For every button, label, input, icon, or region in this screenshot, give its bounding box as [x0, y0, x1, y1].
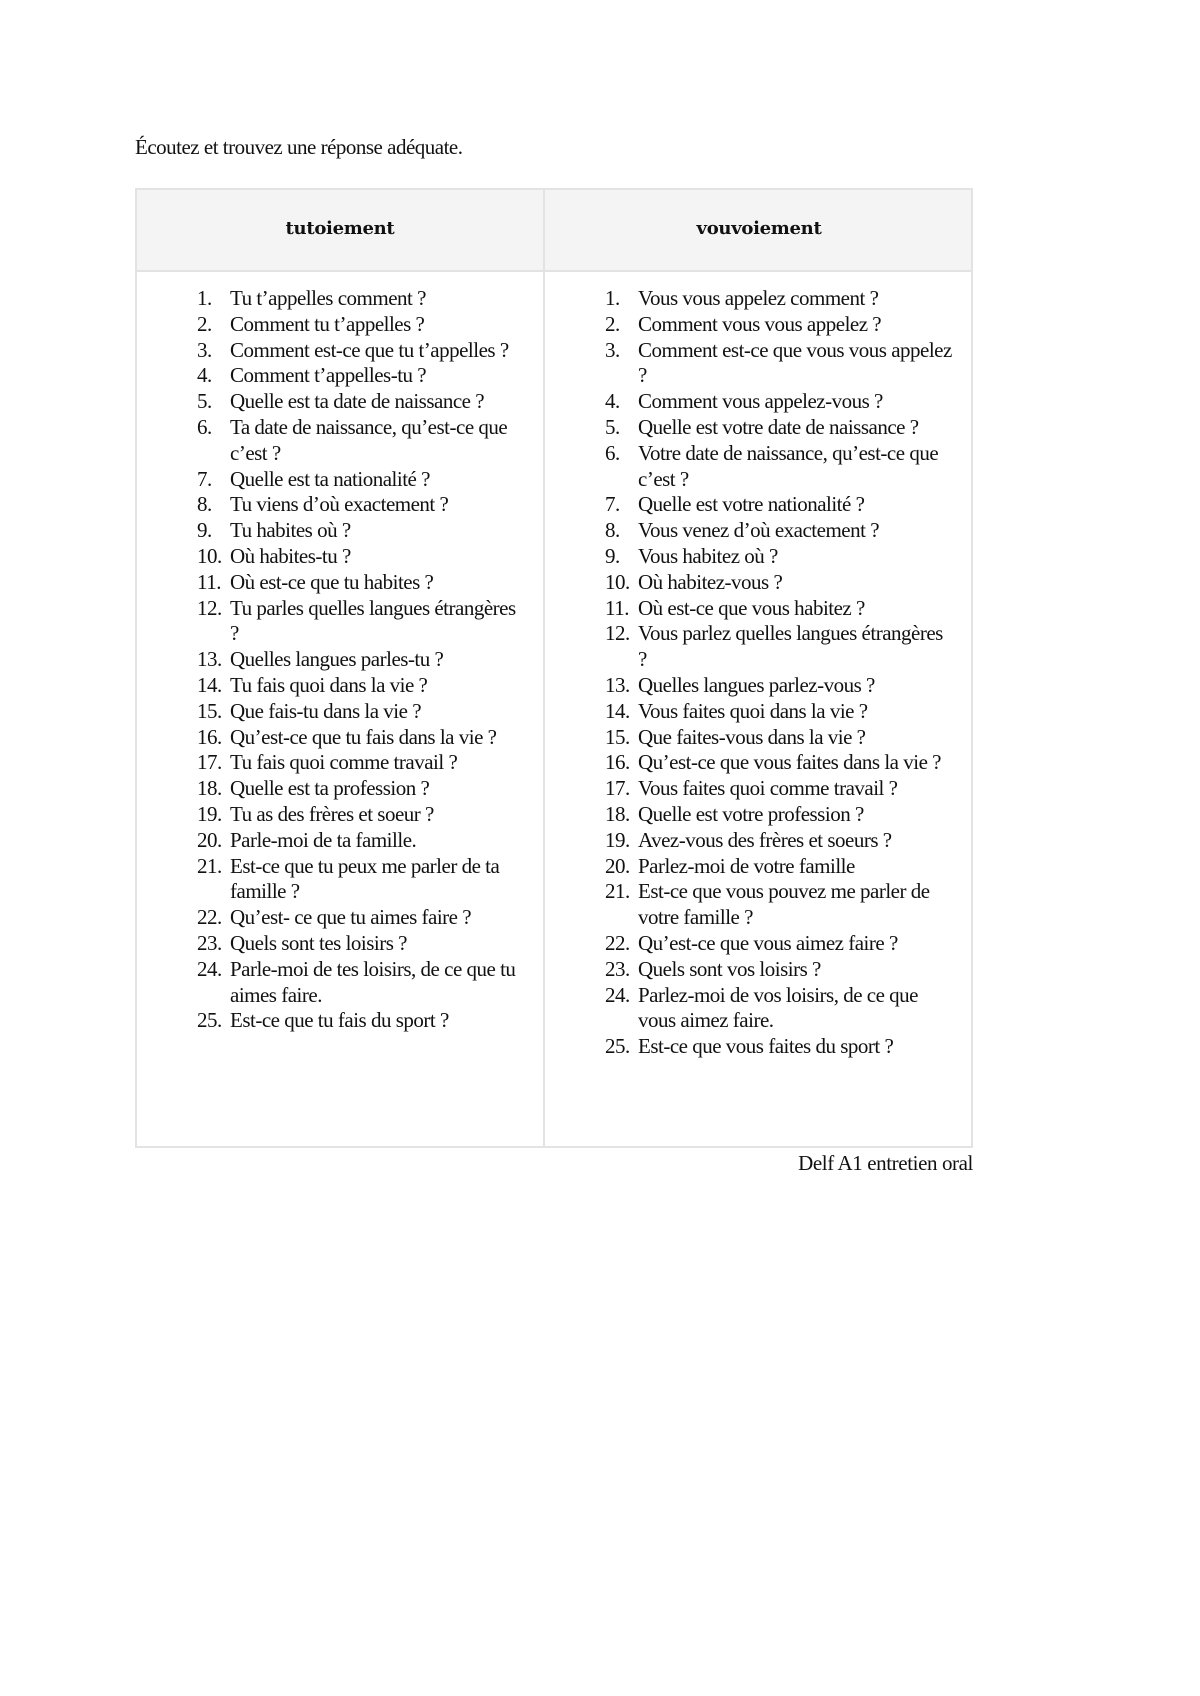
question-item: [197, 492, 527, 518]
question-text: Tu fais quoi dans la vie ?: [230, 672, 428, 697]
question-item: [197, 312, 527, 338]
question-item: [605, 983, 955, 1035]
question-text: Que faites-vous dans la vie ?: [638, 724, 866, 749]
question-number: 15.: [197, 698, 222, 723]
question-number: 3.: [605, 337, 620, 362]
question-number: 14.: [197, 672, 222, 697]
question-item: [605, 415, 955, 441]
question-number: 19.: [197, 801, 222, 826]
question-number: 22.: [197, 905, 222, 930]
question-item: [605, 312, 955, 338]
question-text: Parlez-moi de vos loisirs, de ce que vous aimez faire.: [638, 982, 918, 1033]
question-text: Parlez-moi de votre famille: [638, 853, 855, 878]
vouvoiement-question-list: [605, 286, 955, 1060]
question-text: Avez-vous des frères et soeurs ?: [638, 827, 892, 852]
question-text: Qu’est-ce que tu fais dans la vie ?: [230, 724, 497, 749]
question-number: 22.: [605, 930, 630, 955]
question-text: Est-ce que tu peux me parler de ta famille ?: [230, 853, 500, 904]
question-text: Quelle est votre profession ?: [638, 801, 864, 826]
question-number: 8.: [605, 518, 620, 543]
question-item: [605, 389, 955, 415]
question-item: [197, 415, 527, 467]
question-text: Comment tu t’appelles ?: [230, 311, 425, 336]
question-item: [605, 338, 955, 390]
question-item: [197, 1008, 527, 1034]
tutoiement-question-list: [197, 286, 527, 1034]
question-text: Quelles langues parles-tu ?: [230, 647, 444, 672]
question-item: [605, 828, 955, 854]
question-text: Quels sont tes loisirs ?: [230, 930, 407, 955]
question-item: [197, 828, 527, 854]
question-text: Tu parles quelles langues étrangères ?: [230, 595, 516, 646]
question-text: Où est-ce que vous habitez ?: [638, 595, 865, 620]
question-item: [605, 931, 955, 957]
question-item: [605, 570, 955, 596]
question-text: Qu’est-ce que vous faites dans la vie ?: [638, 750, 941, 775]
question-item: [605, 492, 955, 518]
question-text: Est-ce que tu fais du sport ?: [230, 1008, 449, 1033]
question-item: [605, 596, 955, 622]
question-text: Parle-moi de ta famille.: [230, 827, 417, 852]
question-number: 17.: [605, 776, 630, 801]
question-number: 15.: [605, 724, 630, 749]
question-item: [197, 854, 527, 906]
column-header-tutoiement: tutoiement: [285, 218, 395, 239]
question-text: Tu viens d’où exactement ?: [230, 492, 449, 517]
question-number: 24.: [605, 982, 630, 1007]
question-number: 25.: [197, 1008, 222, 1033]
question-item: [605, 518, 955, 544]
question-item: [197, 725, 527, 751]
question-item: [197, 802, 527, 828]
question-text: Quelle est ta date de naissance ?: [230, 389, 485, 414]
question-item: [197, 957, 527, 1009]
question-number: 1.: [197, 286, 212, 310]
question-number: 7.: [605, 492, 620, 517]
question-number: 5.: [197, 389, 212, 414]
question-item: [197, 518, 527, 544]
question-item: [605, 544, 955, 570]
question-text: Qu’est-ce que vous aimez faire ?: [638, 930, 898, 955]
question-text: Où habites-tu ?: [230, 543, 351, 568]
question-item: [605, 1034, 955, 1060]
question-text: Qu’est- ce que tu aimes faire ?: [230, 905, 472, 930]
question-item: [197, 389, 527, 415]
question-item: [605, 802, 955, 828]
question-number: 13.: [197, 647, 222, 672]
question-number: 9.: [605, 543, 620, 568]
question-item: [605, 725, 955, 751]
question-text: Parle-moi de tes loisirs, de ce que tu aimes faire.: [230, 956, 516, 1007]
question-item: [197, 286, 527, 312]
question-item: [197, 699, 527, 725]
question-item: [197, 596, 527, 648]
question-number: 10.: [605, 569, 630, 594]
question-number: 12.: [605, 621, 630, 646]
question-text: Vous vous appelez comment ?: [638, 286, 879, 310]
question-number: 5.: [605, 414, 620, 439]
question-number: 11.: [605, 595, 629, 620]
question-text: Quelle est votre date de naissance ?: [638, 414, 919, 439]
instruction-text: Écoutez et trouvez une réponse adéquate.: [135, 135, 463, 159]
question-text: Comment est-ce que tu t’appelles ?: [230, 337, 509, 362]
question-text: Quelle est ta profession ?: [230, 776, 430, 801]
question-item: [197, 570, 527, 596]
question-number: 25.: [605, 1034, 630, 1059]
question-text: Comment vous vous appelez ?: [638, 311, 882, 336]
question-number: 7.: [197, 466, 212, 491]
question-number: 18.: [605, 801, 630, 826]
question-text: Quelle est ta nationalité ?: [230, 466, 430, 491]
question-text: Comment t’appelles-tu ?: [230, 363, 427, 388]
question-text: Vous venez d’où exactement ?: [638, 518, 880, 543]
column-header-vouvoiement: vouvoiement: [696, 218, 822, 239]
question-text: Ta date de naissance, qu’est-ce que c’est ?: [230, 414, 508, 465]
question-item: [197, 776, 527, 802]
question-item: [605, 286, 955, 312]
question-number: 17.: [197, 750, 222, 775]
question-number: 23.: [197, 930, 222, 955]
question-number: 19.: [605, 827, 630, 852]
question-text: Où est-ce que tu habites ?: [230, 569, 434, 594]
question-number: 1.: [605, 286, 620, 310]
question-item: [605, 854, 955, 880]
question-number: 23.: [605, 956, 630, 981]
question-number: 24.: [197, 956, 222, 981]
question-text: Vous habitez où ?: [638, 543, 778, 568]
question-item: [197, 363, 527, 389]
question-text: Quelle est votre nationalité ?: [638, 492, 865, 517]
question-number: 16.: [197, 724, 222, 749]
question-number: 6.: [197, 414, 212, 439]
question-text: Est-ce que vous pouvez me parler de votre famille ?: [638, 879, 930, 930]
footer-caption: Delf A1 entretien oral: [798, 1151, 973, 1175]
question-number: 8.: [197, 492, 212, 517]
question-number: 13.: [605, 672, 630, 697]
question-item: [605, 957, 955, 983]
question-item: [605, 699, 955, 725]
question-text: Vous faites quoi dans la vie ?: [638, 698, 868, 723]
question-number: 11.: [197, 569, 221, 594]
question-number: 3.: [197, 337, 212, 362]
question-item: [605, 441, 955, 493]
question-text: Est-ce que vous faites du sport ?: [638, 1034, 894, 1059]
question-text: Tu habites où ?: [230, 518, 351, 543]
question-item: [605, 750, 955, 776]
question-number: 21.: [197, 853, 222, 878]
question-text: Quelles langues parlez-vous ?: [638, 672, 875, 697]
question-number: 20.: [605, 853, 630, 878]
question-number: 20.: [197, 827, 222, 852]
question-item: [197, 750, 527, 776]
question-text: Votre date de naissance, qu’est-ce que c’est ?: [638, 440, 939, 491]
question-text: Comment vous appelez-vous ?: [638, 389, 883, 414]
question-text: Vous parlez quelles langues étrangères ?: [638, 621, 943, 672]
question-number: 12.: [197, 595, 222, 620]
question-number: 2.: [605, 311, 620, 336]
question-item: [197, 338, 527, 364]
question-item: [605, 673, 955, 699]
question-text: Que fais-tu dans la vie ?: [230, 698, 422, 723]
question-text: Tu fais quoi comme travail ?: [230, 750, 458, 775]
question-number: 4.: [605, 389, 620, 414]
column-divider: [543, 190, 545, 1146]
question-number: 21.: [605, 879, 630, 904]
question-text: Quels sont vos loisirs ?: [638, 956, 821, 981]
question-number: 2.: [197, 311, 212, 336]
question-item: [197, 905, 527, 931]
question-text: Comment est-ce que vous vous appelez ?: [638, 337, 952, 388]
question-text: Tu t’appelles comment ?: [230, 286, 426, 310]
question-item: [605, 879, 955, 931]
question-item: [197, 647, 527, 673]
question-number: 6.: [605, 440, 620, 465]
question-text: Où habitez-vous ?: [638, 569, 783, 594]
question-item: [197, 673, 527, 699]
question-number: 18.: [197, 776, 222, 801]
questions-table: [135, 188, 973, 1148]
question-item: [197, 467, 527, 493]
question-number: 16.: [605, 750, 630, 775]
question-number: 9.: [197, 518, 212, 543]
question-item: [605, 621, 955, 673]
question-text: Vous faites quoi comme travail ?: [638, 776, 898, 801]
question-item: [605, 776, 955, 802]
question-number: 14.: [605, 698, 630, 723]
question-text: Tu as des frères et soeur ?: [230, 801, 434, 826]
question-number: 10.: [197, 543, 222, 568]
question-item: [197, 931, 527, 957]
question-number: 4.: [197, 363, 212, 388]
question-item: [197, 544, 527, 570]
